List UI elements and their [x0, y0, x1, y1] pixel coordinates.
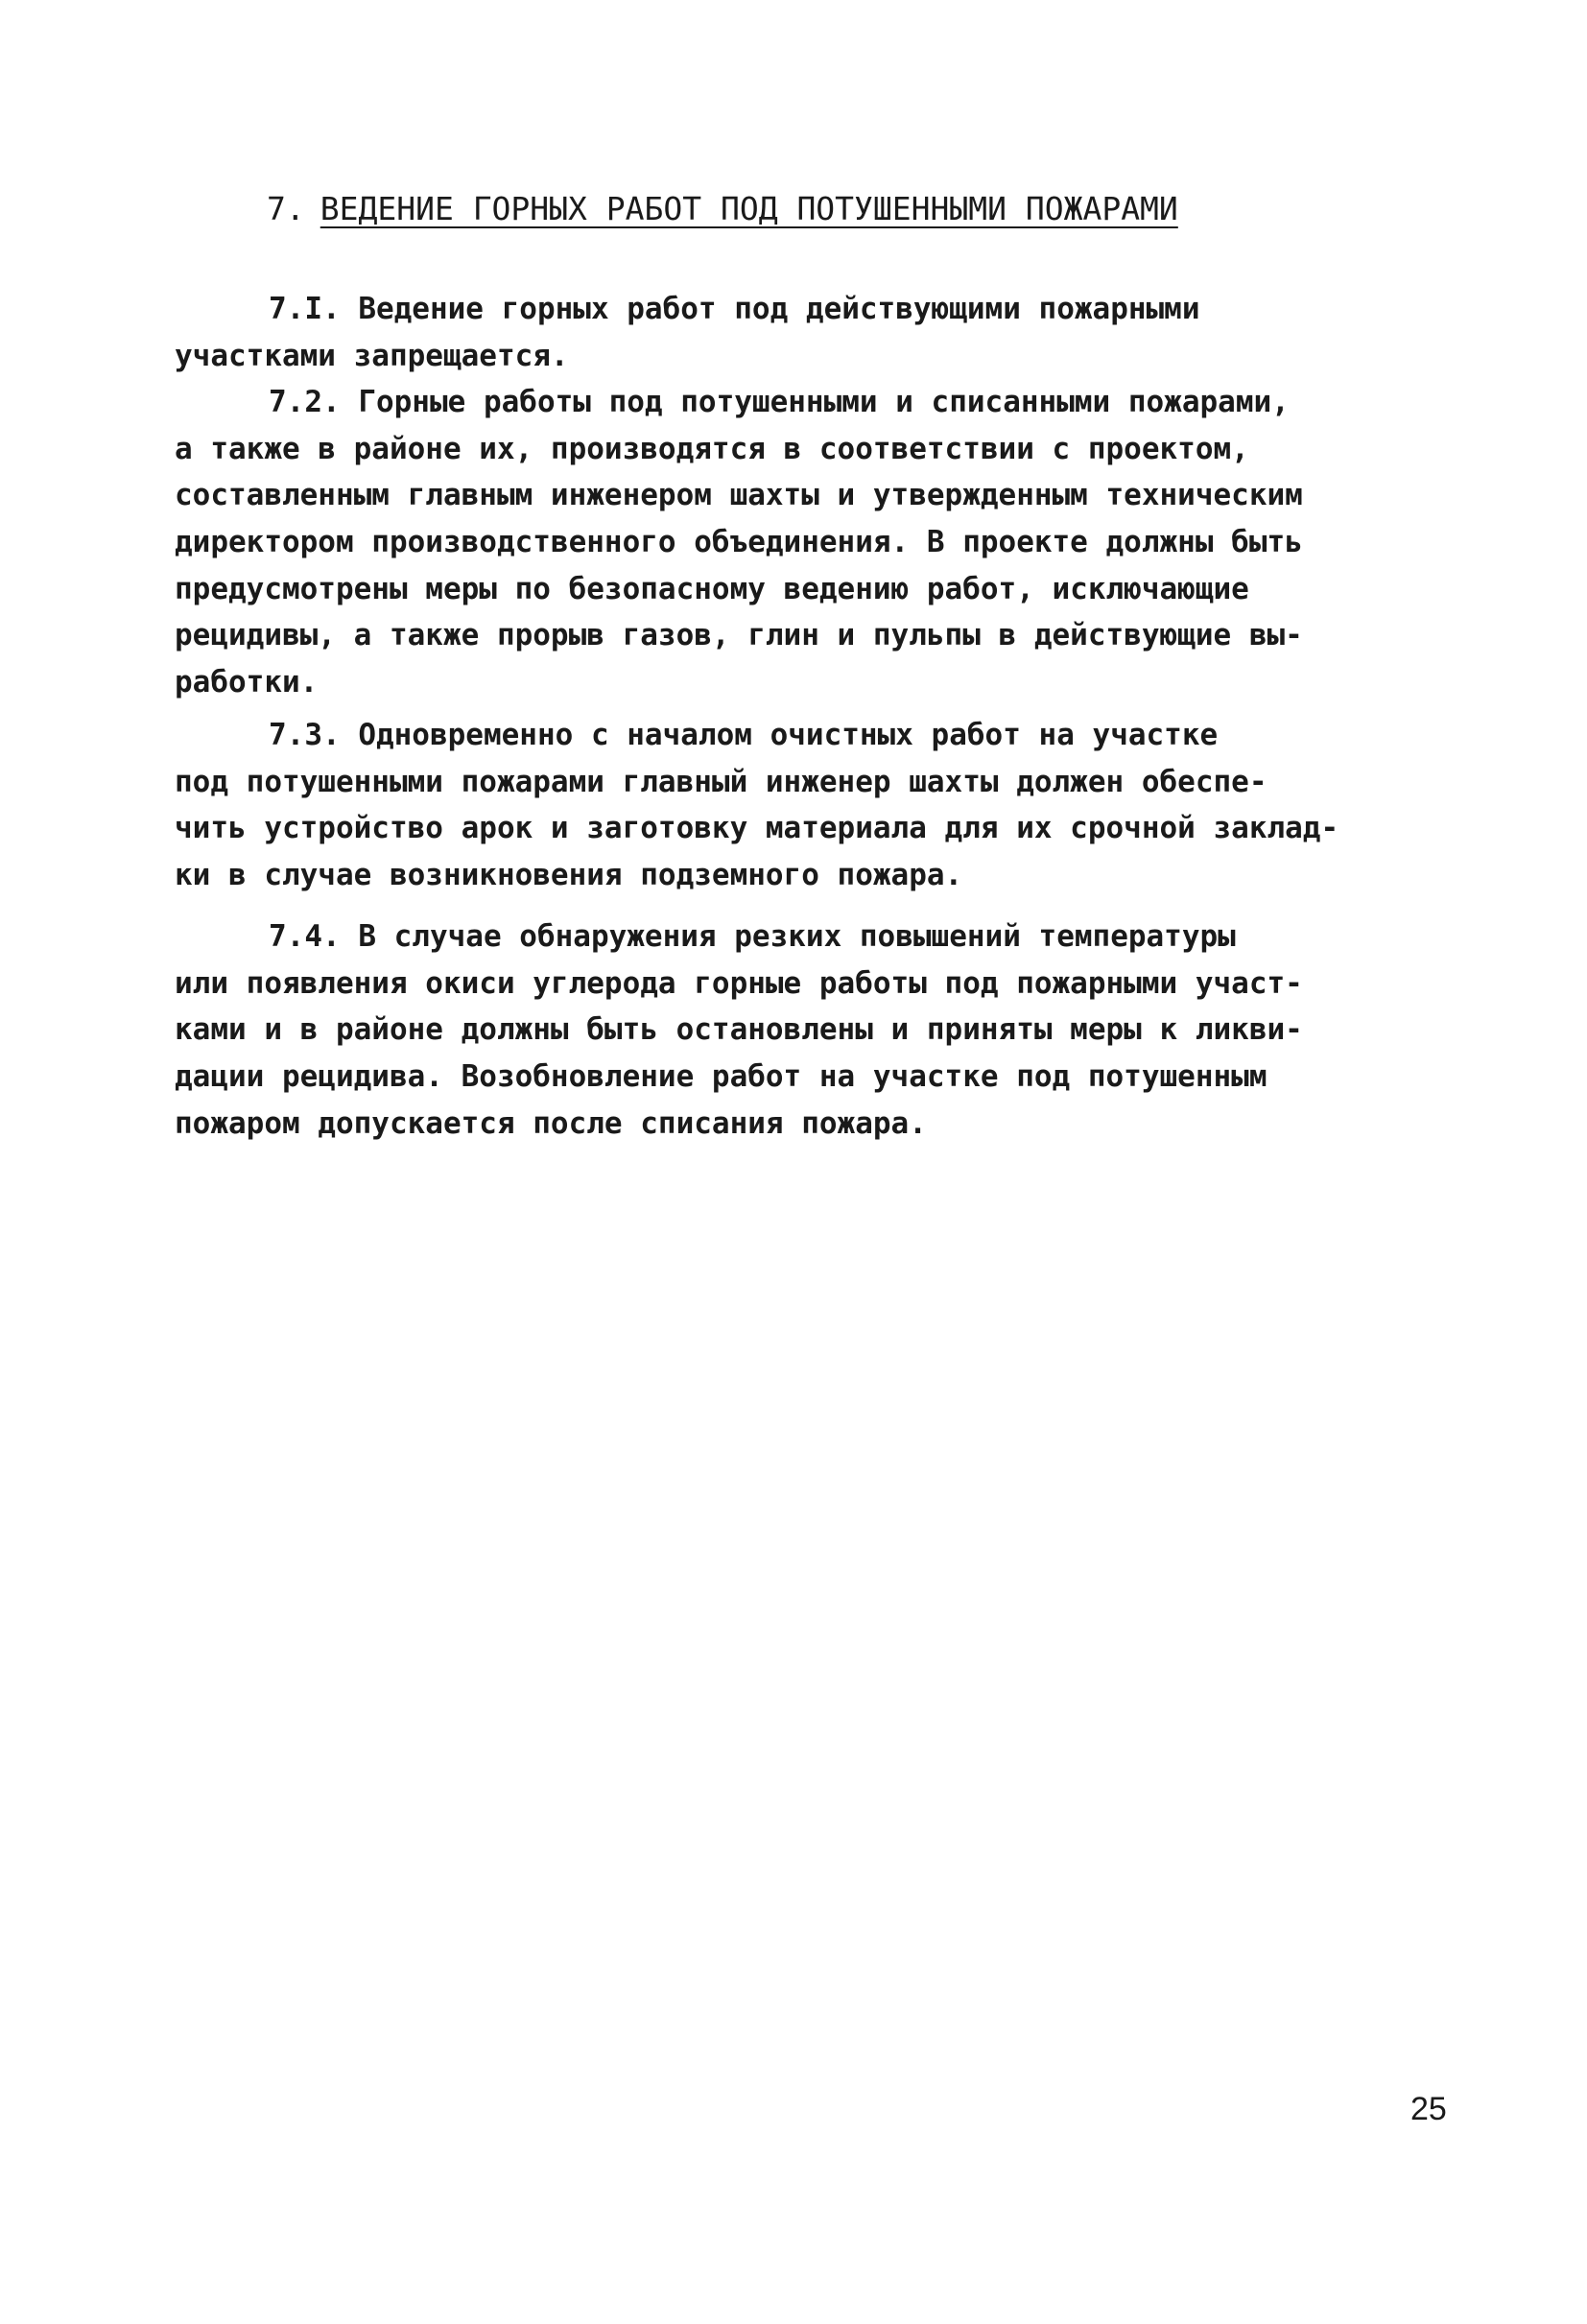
- paragraph-line: рецидивы, а также прорыв газов, глин и пульпы в действующие вы-: [175, 618, 1303, 653]
- page-number: 25: [1410, 2091, 1447, 2127]
- paragraph-line: 7.4. В случае обнаружения резких повышений температуры: [269, 919, 1236, 954]
- section-title: ВЕДЕНИЕ ГОРНЫХ РАБОТ ПОД ПОТУШЕННЫМИ ПОЖАРАМИ: [320, 190, 1178, 227]
- paragraph-line: составленным главным инженером шахты и утвержденным техническим: [175, 478, 1303, 513]
- paragraph-line: ки в случае возникновения подземного пожара.: [175, 858, 963, 893]
- paragraph-7-2: [175, 379, 1412, 706]
- paragraph-7-4: [175, 913, 1412, 1147]
- paragraph-line: ками и в районе должны быть остановлены и приняты меры к ликви-: [175, 1012, 1303, 1048]
- section-heading: [267, 188, 1178, 230]
- paragraph-line: 7.3. Одновременно с началом очистных работ на участке: [269, 718, 1219, 752]
- paragraph-line: участками запрещается.: [175, 338, 569, 373]
- paragraph-line: или появления окиси углерода горные работы под пожарными участ-: [175, 965, 1303, 1001]
- paragraph-7-3: [175, 712, 1412, 899]
- paragraph-line: работки.: [175, 665, 319, 700]
- paragraph-line: под потушенными пожарами главный инженер шахты должен обеспе-: [175, 764, 1267, 799]
- paragraph-line: чить устройство арок и заготовку материала для их срочной заклад-: [175, 811, 1339, 846]
- paragraph-line: а также в районе их, производятся в соответствии с проектом,: [175, 431, 1249, 466]
- paragraph-line: 7.I. Ведение горных работ под действующими пожарными: [269, 292, 1200, 326]
- paragraph-line: директором производственного объединения. В проекте должны быть: [175, 525, 1303, 560]
- paragraph-7-1: [175, 286, 1412, 379]
- paragraph-line: дации рецидива. Возобновление работ на участке под потушенным: [175, 1059, 1267, 1095]
- paragraph-line: пожаром допускается после списания пожара.: [175, 1105, 927, 1141]
- paragraph-line: 7.2. Горные работы под потушенными и списанными пожарами,: [269, 385, 1290, 419]
- section-number: 7.: [267, 190, 305, 227]
- paragraph-line: предусмотрены меры по безопасному ведению работ, исключающие: [175, 571, 1249, 606]
